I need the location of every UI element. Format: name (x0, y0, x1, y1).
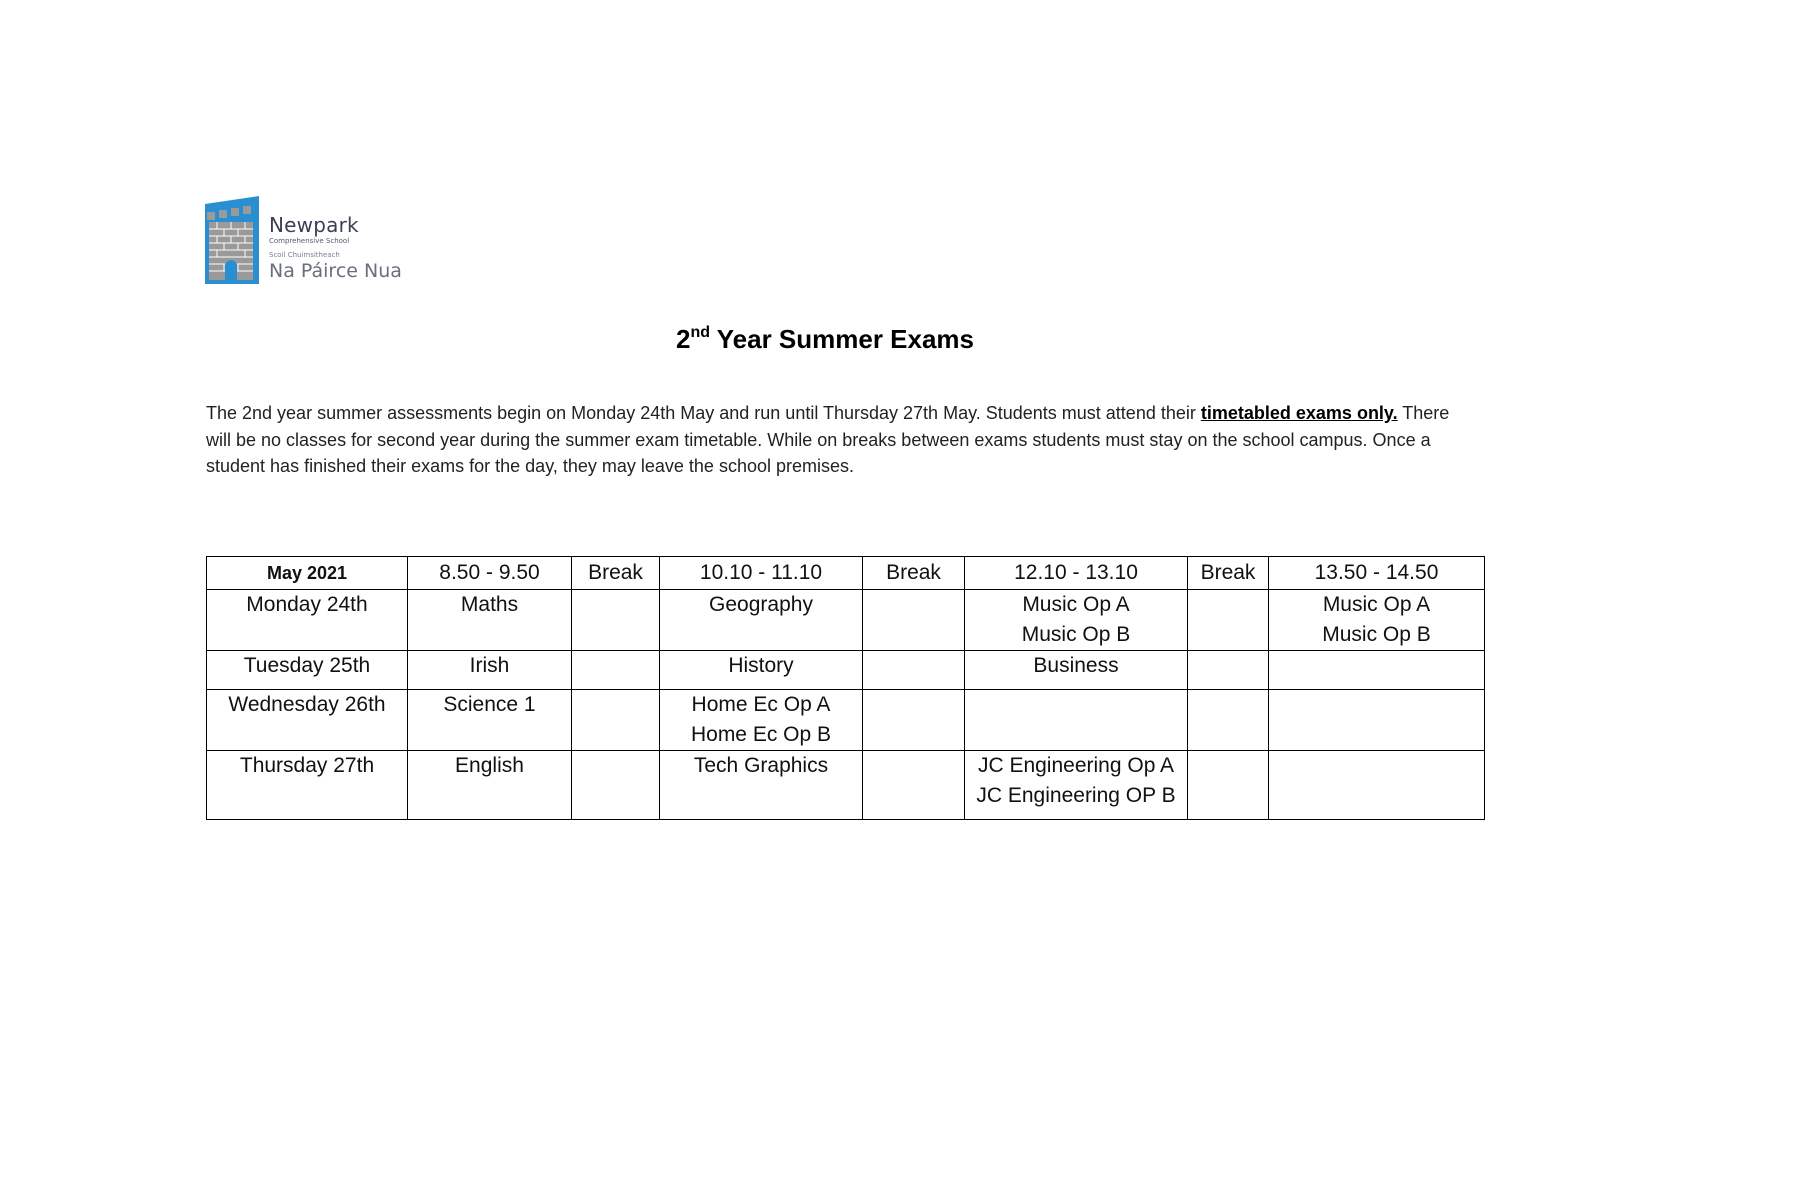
slot-4-cell (1269, 690, 1485, 751)
header-break-3: Break (1188, 557, 1269, 590)
intro-text-1: The 2nd year summer assessments begin on Monday 24th May and run until Thursday 27th May. Students must attend their (206, 403, 1201, 423)
slot-2-cell (660, 751, 863, 820)
slot-4-cell (1269, 651, 1485, 690)
page-title (0, 324, 1650, 355)
exam-timetable (206, 556, 1485, 820)
slot-1-cell (408, 751, 572, 820)
table-row (207, 590, 1485, 651)
logo-wordmark (269, 214, 409, 282)
exam-entry: JC Engineering Op A (977, 754, 1175, 777)
school-logo (205, 196, 405, 286)
day-cell: Wednesday 26th (207, 690, 408, 751)
intro-text-2: There will be no classes for second year during the summer exam timetable. While on breaks between exams students must stay on the school campus. Once a student has finished their exams for the day, they may leave the school premises. (206, 403, 1450, 476)
exam-entry: Maths (460, 593, 519, 616)
slot-1-cell (408, 590, 572, 651)
break-cell (1188, 690, 1269, 751)
slot-2-cell (660, 590, 863, 651)
slot-1-cell (408, 651, 572, 690)
header-break-2: Break (863, 557, 965, 590)
break-cell (1188, 751, 1269, 820)
exam-entry: Music Op A (1322, 593, 1431, 616)
header-slot-2: 10.10 - 11.10 (660, 557, 863, 590)
table-row (207, 690, 1485, 751)
exam-entry: Music Op B (1322, 623, 1431, 646)
title-prefix: 2 (675, 324, 691, 354)
title-superscript: nd (690, 324, 710, 341)
header-slot-4: 13.50 - 14.50 (1269, 557, 1485, 590)
logo-irish-name: Na Páirce Nua (269, 260, 402, 282)
day-cell: Tuesday 25th (207, 651, 408, 690)
slot-3-cell (965, 690, 1188, 751)
slot-2-cell (660, 690, 863, 751)
exam-entry: Geography (709, 593, 813, 616)
exam-entry: Science 1 (443, 693, 536, 716)
exam-entry: Home Ec Op A (691, 693, 831, 716)
exam-entry: English (455, 754, 524, 777)
slot-4-cell (1269, 751, 1485, 820)
exam-entry: JC Engineering OP B (976, 784, 1176, 807)
header-slot-1: 8.50 - 9.50 (408, 557, 572, 590)
exam-entry: Home Ec Op B (690, 723, 832, 746)
slot-3-cell (965, 651, 1188, 690)
break-cell (572, 690, 660, 751)
intro-emphasis: timetabled exams only. (1200, 403, 1398, 423)
break-cell (863, 690, 965, 751)
header-month: May 2021 (207, 557, 408, 590)
logo-subtitle: Comprehensive School (269, 237, 350, 245)
exam-entry: Business (1033, 654, 1119, 677)
slot-3-cell (965, 590, 1188, 651)
tower-logo-icon (205, 196, 259, 284)
title-rest: Year Summer Exams (709, 324, 975, 354)
slot-1-cell (408, 690, 572, 751)
exam-entry: Music Op A (1022, 593, 1130, 616)
break-cell (572, 751, 660, 820)
exam-entry: Music Op B (1021, 623, 1131, 646)
day-cell: Monday 24th (207, 590, 408, 651)
header-slot-3: 12.10 - 13.10 (965, 557, 1188, 590)
slot-4-cell (1269, 590, 1485, 651)
table-row (207, 751, 1485, 820)
table-row (207, 651, 1485, 690)
break-cell (863, 590, 965, 651)
day-cell: Thursday 27th (207, 751, 408, 820)
header-break-1: Break (572, 557, 660, 590)
slot-3-cell (965, 751, 1188, 820)
exam-entry: Tech Graphics (693, 754, 829, 777)
break-cell (863, 751, 965, 820)
break-cell (572, 651, 660, 690)
break-cell (1188, 590, 1269, 651)
exam-entry: Irish (469, 654, 510, 677)
break-cell (1188, 651, 1269, 690)
break-cell (572, 590, 660, 651)
intro-paragraph (206, 400, 1456, 480)
timetable-header-row (207, 557, 1485, 590)
logo-name: Newpark (269, 213, 359, 237)
slot-2-cell (660, 651, 863, 690)
exam-entry: History (728, 654, 794, 677)
break-cell (863, 651, 965, 690)
logo-irish-subtitle: Scoil Chuimsitheach (269, 251, 340, 259)
